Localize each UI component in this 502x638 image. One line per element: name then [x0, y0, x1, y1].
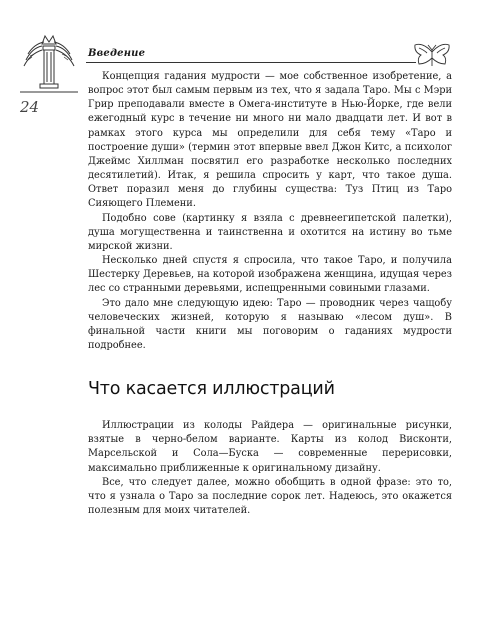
body-paragraph: Все, что следует далее, можно обобщить в одной фразе: это то, что я узнала о Таро за последние сорок лет. Надеюсь, это окажется полезным для моих читателей.	[88, 476, 452, 517]
temple-column-emblem-icon	[18, 30, 80, 96]
body-paragraph: Иллюстрации из колоды Райдера — оригинальные рисунки, взятые в черно-белом варианте. Карты из колод Висконти, Марсельской и Сола—Буска — современные перерисовки, максимально приближенные к оригинальному дизайну.	[88, 420, 452, 474]
page-number: 24	[20, 98, 40, 116]
section-running-header: Введение	[88, 48, 146, 59]
body-paragraph: Подобно сове (картинку я взяла с древнеегипетской палетки), душа могущественна и таинственна и охотится на истину во тьме мирской жизни.	[88, 212, 452, 252]
body-paragraph: Несколько дней спустя я спросила, что такое Таро, и получила Шестерку Деревьев, на которой изображена женщина, идущая через лес со странными деревьями, испещренными совиными глазами.	[88, 255, 452, 295]
section-title: Что касается иллюстраций	[88, 379, 335, 400]
body-paragraph: Это дало мне следующую идею: Таро — проводник через чащобу человеческих жизней, которую я называю «лесом душ». В финальной части книги мы поговорим о гаданиях мудрости подробнее.	[88, 297, 452, 351]
butterfly-icon	[413, 42, 451, 70]
page-body	[88, 70, 452, 518]
header-divider	[86, 62, 416, 63]
body-paragraph: Концепция гадания мудрости — мое собственное изобретение, а вопрос этот был самым первым из тех, что я задала Таро. Мы с Мэри Грир преподавали вместе в Омега-институте в Нью-Йорке, где вели ежегодный курс в течение ни много ни мало двадцати лет. И вот в рамках этого курса мы определили для себя тему «Таро и построение души» (термин этот впервые ввел Джон Китс, а психолог Джеймс Хиллман посвятил его разработке несколько последних десятилетий). Итак, я решила спросить у карт, что такое душа. Ответ поразил меня до глубины существа: Туз Птиц из Таро Сияющего Племени.	[88, 71, 452, 210]
